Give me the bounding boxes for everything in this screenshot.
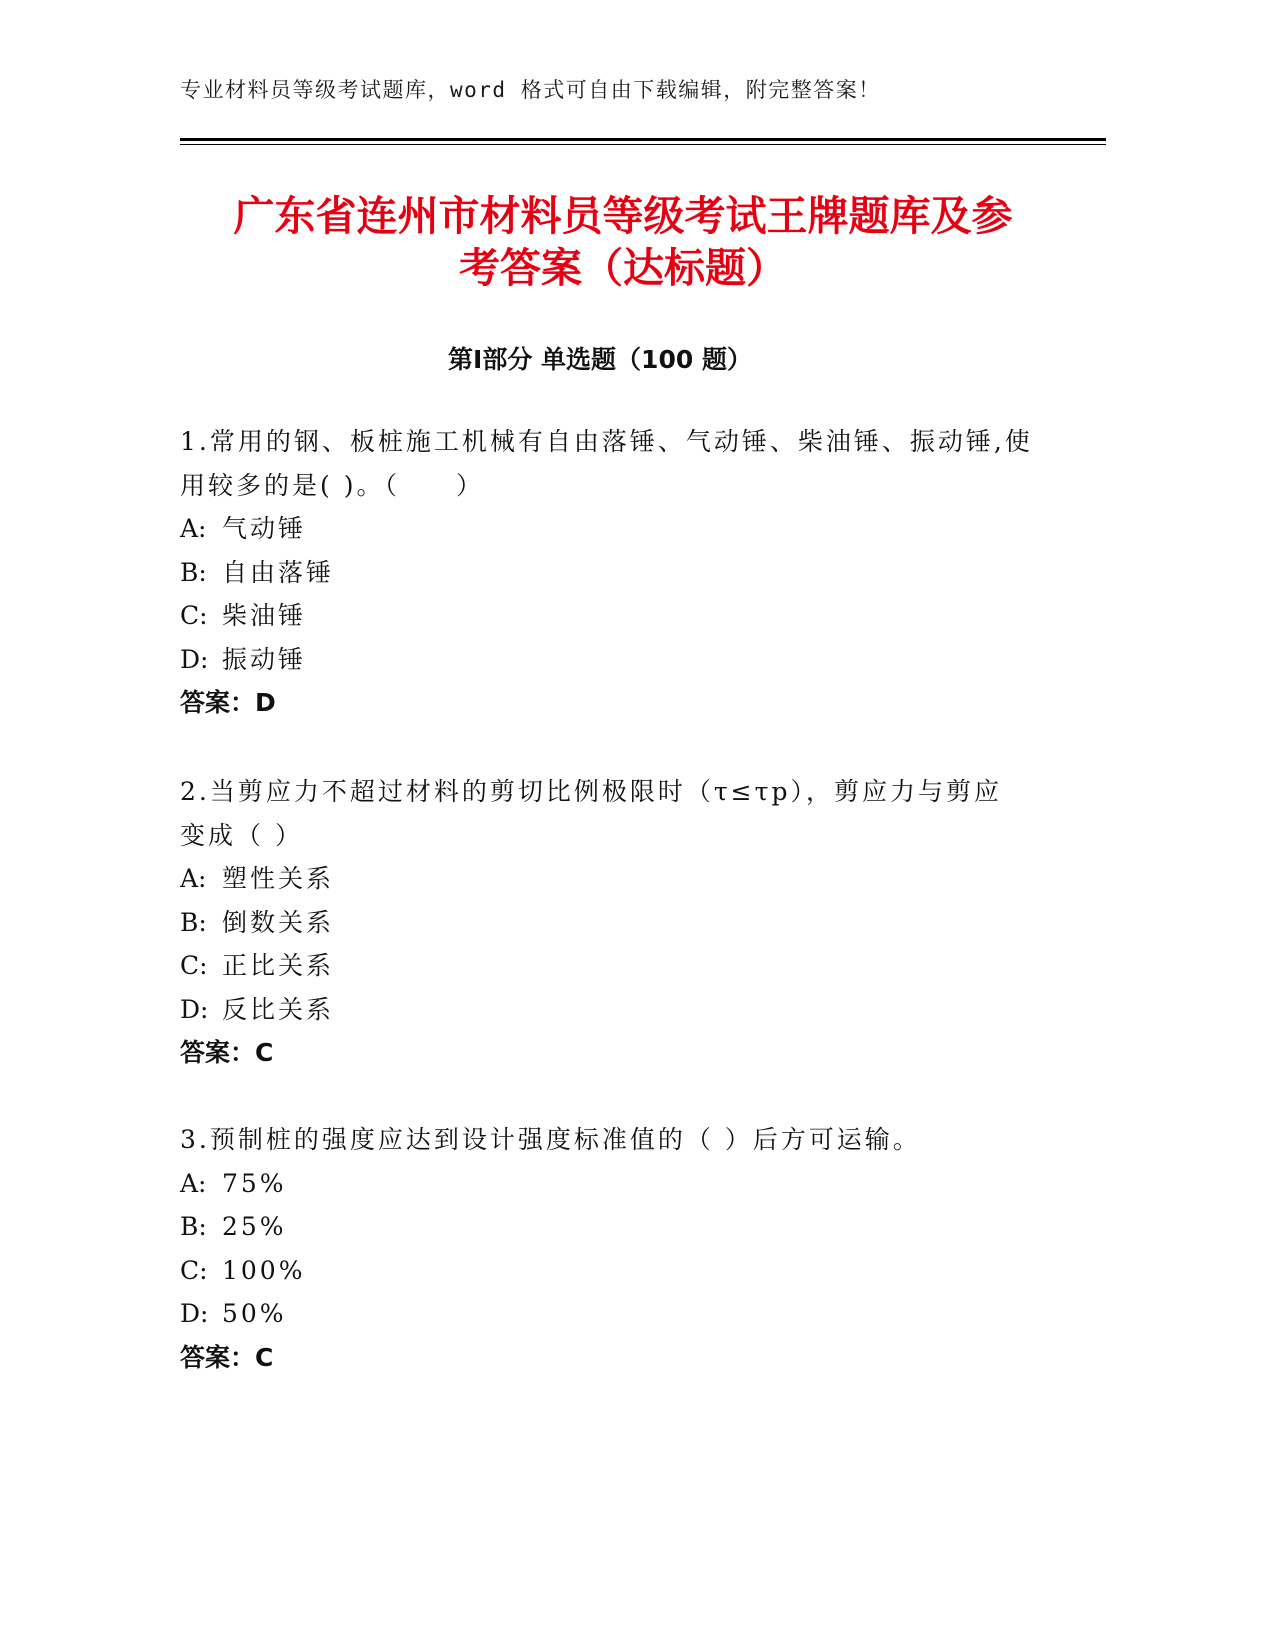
option-d [180,1292,1040,1336]
option-key: D: [180,644,209,674]
option-key: A: [180,864,207,893]
option-text: 振动锤 [222,644,307,674]
option-b [180,901,1040,945]
option-key: B: [180,557,207,587]
option-text: 柴油锤 [222,601,307,630]
option-b [180,1205,1040,1249]
option-b [180,551,1040,595]
option-text: 正比关系 [222,951,335,980]
option-c [180,594,1040,638]
answer: 答案：C [180,1038,274,1067]
option-a [180,507,1040,551]
title-line-1: 广东省连州市材料员等级考试王牌题库及参 [233,192,1013,240]
option-key: B: [180,907,207,937]
option-key: A: [180,514,207,543]
option-text: 气动锤 [222,514,307,543]
answer: 答案：C [180,1342,274,1372]
title-line-2: 考答案（达标题） [459,244,787,292]
option-key: C: [180,1255,208,1285]
option-c [180,1249,1040,1293]
option-key: C: [180,951,208,980]
option-key: D: [180,1299,209,1328]
option-text: 反比关系 [222,994,335,1024]
option-text: 塑性关系 [222,864,335,893]
header-note: 专业材料员等级考试题库，word 格式可自由下载编辑，附完整答案！ [180,78,881,102]
option-text: 自由落锤 [222,557,335,587]
option-a [180,857,1040,901]
question-1 [180,420,1040,725]
option-text: 25% [222,1212,287,1241]
option-text: 50% [222,1299,287,1328]
option-text: 倒数关系 [222,907,335,937]
option-d [180,638,1040,682]
section-title: 第Ⅰ部分 单选题（100 题） [448,345,752,374]
option-c [180,944,1040,988]
option-key: A: [180,1168,207,1198]
question-text-line: 2.当剪应力不超过材料的剪切比例极限时（τ≤τp），剪应力与剪应 [180,777,1002,806]
question-3 [180,1118,1040,1379]
header-rule-thick [180,138,1106,141]
header-rule-thin [180,144,1106,145]
option-text: 100% [222,1255,306,1285]
option-key: C: [180,601,208,630]
answer: 答案：D [180,688,276,717]
question-text-line: 1.常用的钢、板桩施工机械有自由落锤、气动锤、柴油锤、振动锤,使 [180,427,1033,456]
question-text-line: 3.预制桩的强度应达到设计强度标准值的（ ）后方可运输。 [180,1125,921,1154]
question-2 [180,770,1040,1075]
option-text: 75% [222,1168,287,1198]
option-a [180,1162,1040,1206]
question-text-line: 用较多的是( )。（ ） [180,470,484,500]
option-key: D: [180,994,209,1024]
option-d [180,988,1040,1032]
question-text-line: 变成（ ） [180,820,303,850]
document-title [160,190,1086,294]
option-key: B: [180,1212,207,1241]
